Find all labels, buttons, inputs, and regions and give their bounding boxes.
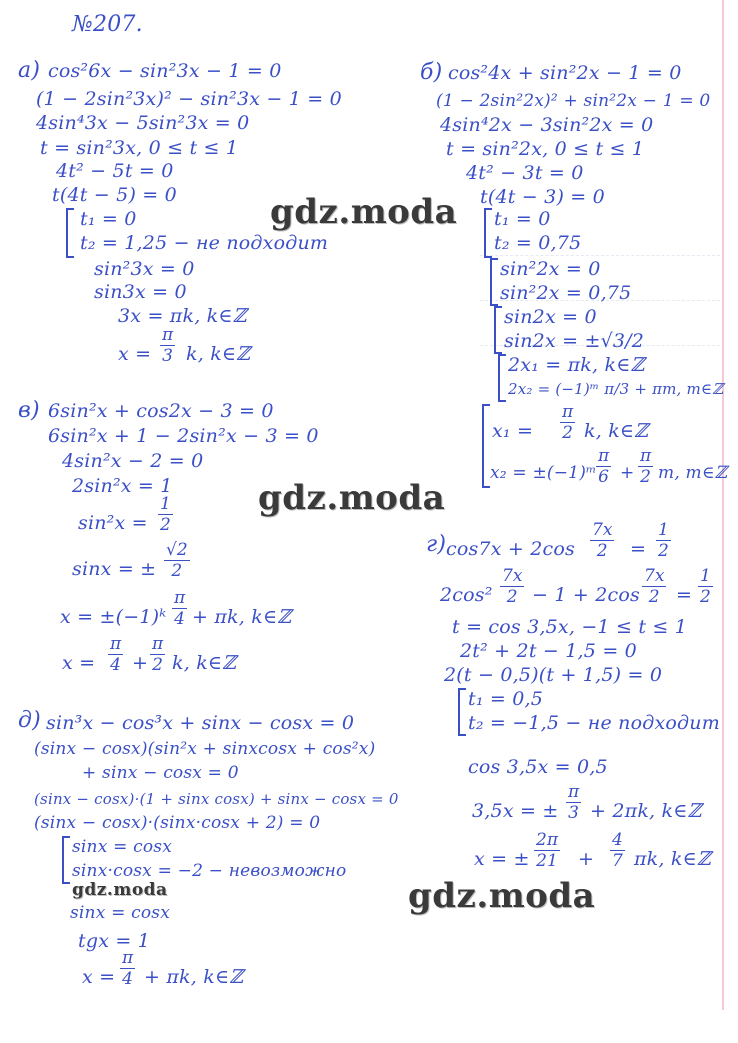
fraction-denominator: 2 — [160, 515, 171, 535]
fraction-numerator: π — [568, 782, 580, 802]
equation-line: 6sin²x + 1 − 2sin²x − 3 = 0 — [48, 425, 319, 447]
equation-line: t(4t − 5) = 0 — [52, 184, 177, 206]
equation-line: t₁ = 0 — [494, 208, 551, 230]
fraction — [596, 446, 611, 487]
fraction — [172, 588, 187, 629]
equation-line: 2t² + 2t − 1,5 = 0 — [460, 640, 637, 662]
page-title: №207. — [72, 12, 143, 37]
equation-line: 2cos² — [440, 584, 493, 606]
part-label: б) — [420, 60, 443, 85]
equation-line: t₁ = 0 — [80, 208, 137, 230]
fraction — [108, 634, 123, 675]
fraction — [590, 520, 614, 561]
watermark-logo: gdz.moda — [270, 192, 458, 232]
system-bracket — [66, 208, 74, 258]
equation-line: sinx = cosx — [72, 837, 173, 857]
equation-line: 2x₁ = πk, k∈ℤ — [508, 354, 645, 376]
fraction-numerator: π — [640, 446, 652, 466]
fraction-denominator: 4 — [174, 609, 185, 629]
fraction-numerator: π — [110, 634, 122, 654]
equation-line: 2(t − 0,5)(t + 1,5) = 0 — [444, 664, 663, 686]
fraction — [500, 566, 524, 607]
equation-line: 4sin⁴3x − 5sin²3x = 0 — [36, 112, 250, 134]
equation-line: tgx = 1 — [78, 930, 151, 952]
equation-line: x₁ = — [492, 420, 534, 442]
equation-line: 4sin⁴2x − 3sin²2x = 0 — [440, 114, 654, 136]
fraction-numerator: √2 — [166, 540, 188, 560]
equation-line: x₂ = ±(−1)ᵐ — [490, 463, 597, 483]
part-label: а) — [18, 58, 41, 83]
equation-line: t₂ = −1,5 − не подходит — [468, 712, 720, 734]
fraction — [642, 566, 666, 607]
equation-line: k, k∈ℤ — [186, 343, 251, 365]
fraction-numerator: 7x — [644, 566, 665, 586]
fraction — [656, 520, 671, 561]
part-label: д) — [18, 708, 41, 733]
equation-line: x = ± — [474, 848, 530, 870]
fraction — [566, 782, 581, 823]
equation-line: sinx·cosx = −2 − невозможно — [72, 861, 347, 881]
equation-line: + — [620, 463, 635, 483]
equation-line: 4sin²x − 2 = 0 — [62, 450, 204, 472]
equation-line: t₁ = 0,5 — [468, 688, 544, 710]
watermark-logo: gdz.moda — [258, 478, 446, 518]
fraction-numerator: 7x — [502, 566, 523, 586]
equation-line: 2x₂ = (−1)ᵐ π/3 + πm, m∈ℤ — [508, 380, 724, 398]
fraction-numerator: 4 — [612, 830, 623, 850]
equation-line: + πk, k∈ℤ — [144, 966, 244, 988]
fraction-numerator: π — [162, 325, 174, 345]
fraction-numerator: 7x — [592, 520, 613, 540]
fraction-denominator: 7 — [612, 851, 623, 871]
fraction — [150, 634, 165, 675]
equation-line: 3,5x = ± — [472, 800, 559, 822]
equation-line: sin²3x = 0 — [94, 258, 195, 280]
fraction-denominator: 2 — [171, 561, 183, 581]
equation-line: + 2πk, k∈ℤ — [590, 800, 702, 822]
equation-line: + πk, k∈ℤ — [192, 606, 292, 628]
fraction — [534, 830, 560, 871]
equation-line: sin²2x = 0,75 — [500, 282, 632, 304]
equation-line: k, k∈ℤ — [172, 652, 237, 674]
equation-line: k, k∈ℤ — [584, 420, 649, 442]
equation-line: + — [132, 652, 149, 674]
fraction-denominator: 2 — [640, 467, 651, 487]
equation-line: = — [630, 538, 647, 560]
equation-line: sin2x = ±√3/2 — [504, 330, 645, 352]
equation-line: t = sin²3x, 0 ≤ t ≤ 1 — [40, 137, 239, 159]
equation-line: sinx = ± — [72, 558, 157, 580]
equation-line: cos²6x − sin²3x − 1 = 0 — [48, 60, 282, 82]
system-bracket — [458, 688, 466, 736]
equation-line: x = — [62, 652, 96, 674]
fraction-denominator: 2 — [700, 587, 711, 607]
equation-line: sin²2x = 0 — [500, 258, 601, 280]
fraction-denominator: 4 — [122, 969, 133, 989]
equation-line: sin³x − cos³x + sinx − cosx = 0 — [46, 712, 355, 734]
watermark-logo: gdz.moda — [408, 876, 596, 916]
fraction-denominator: 21 — [536, 851, 558, 871]
system-bracket — [482, 404, 490, 488]
fraction-denominator: 2 — [506, 587, 518, 607]
equation-line: m, m∈ℤ — [658, 463, 728, 483]
equation-line: sinx = cosx — [70, 903, 171, 923]
equation-line: (1 − 2sin²2x)² + sin²2x − 1 = 0 — [436, 91, 711, 111]
fraction — [120, 948, 135, 989]
fraction — [698, 566, 713, 607]
equation-line: 3x = πk, k∈ℤ — [118, 305, 247, 327]
fraction-numerator: π — [598, 446, 610, 466]
fraction-denominator: 3 — [162, 346, 173, 366]
equation-line: t = sin²2x, 0 ≤ t ≤ 1 — [446, 138, 645, 160]
equation-line: cos 3,5x = 0,5 — [468, 756, 608, 778]
fraction-denominator: 2 — [562, 423, 573, 443]
fraction-numerator: π — [122, 948, 134, 968]
fraction-numerator: 1 — [160, 494, 171, 514]
equation-line: + sinx − cosx = 0 — [82, 763, 239, 783]
equation-line: 2sin²x = 1 — [72, 475, 173, 497]
fraction-numerator: 2π — [536, 830, 558, 850]
fraction-numerator: 1 — [700, 566, 711, 586]
fraction-numerator: 1 — [658, 520, 669, 540]
equation-line: t = cos 3,5x, −1 ≤ t ≤ 1 — [452, 616, 688, 638]
system-bracket — [484, 208, 492, 258]
fraction-denominator: 2 — [658, 541, 669, 561]
fraction — [164, 540, 190, 581]
equation-line: = — [676, 584, 693, 606]
equation-line: + — [578, 848, 595, 870]
equation-line: t₂ = 0,75 — [494, 232, 582, 254]
watermark-logo: gdz.moda — [72, 880, 168, 900]
system-bracket — [490, 258, 498, 306]
equation-line: t(4t − 3) = 0 — [480, 186, 605, 208]
equation-line: 6sin²x + cos2x − 3 = 0 — [48, 400, 274, 422]
page-margin-line — [722, 0, 724, 1010]
equation-line: (sinx − cosx)(sin²x + sinxcosx + cos²x) — [34, 739, 376, 759]
equation-line: x = — [118, 343, 152, 365]
equation-line: πk, k∈ℤ — [634, 848, 711, 870]
fraction-denominator: 3 — [568, 803, 579, 823]
fraction-denominator: 2 — [648, 587, 660, 607]
system-bracket — [62, 836, 70, 884]
equation-line: (sinx − cosx)·(1 + sinx cosx) + sinx − cosx = 0 — [34, 790, 399, 808]
equation-line: x = — [82, 966, 116, 988]
fraction-denominator: 2 — [152, 655, 163, 675]
equation-line: x = ±(−1)ᵏ — [60, 606, 167, 628]
equation-line: 4t² − 5t = 0 — [56, 160, 174, 182]
fraction — [158, 494, 173, 535]
equation-line: (sinx − cosx)·(sinx·cosx + 2) = 0 — [34, 813, 321, 833]
part-label: в) — [18, 398, 40, 423]
equation-line: 4t² − 3t = 0 — [466, 162, 584, 184]
fraction-numerator: π — [174, 588, 186, 608]
system-bracket — [498, 354, 506, 402]
equation-line: cos7x + 2cos — [446, 538, 575, 560]
fraction-denominator: 6 — [598, 467, 609, 487]
equation-line: (1 − 2sin²3x)² − sin²3x − 1 = 0 — [36, 88, 342, 110]
grid-line — [480, 255, 720, 256]
equation-line: t₂ = 1,25 − не подходит — [80, 232, 329, 254]
part-label: г) — [426, 532, 447, 557]
fraction — [160, 325, 175, 366]
equation-line: sin²x = — [78, 512, 148, 534]
fraction — [638, 446, 653, 487]
system-bracket — [494, 306, 502, 354]
fraction-numerator: π — [152, 634, 164, 654]
equation-line: sin2x = 0 — [504, 306, 597, 328]
equation-line: − 1 + 2cos — [532, 584, 640, 606]
fraction-denominator: 4 — [110, 655, 121, 675]
equation-line: sin3x = 0 — [94, 281, 187, 303]
fraction-denominator: 2 — [596, 541, 608, 561]
equation-line: cos²4x + sin²2x − 1 = 0 — [448, 62, 682, 84]
fraction — [610, 830, 625, 871]
fraction — [560, 402, 575, 443]
fraction-numerator: π — [562, 402, 574, 422]
